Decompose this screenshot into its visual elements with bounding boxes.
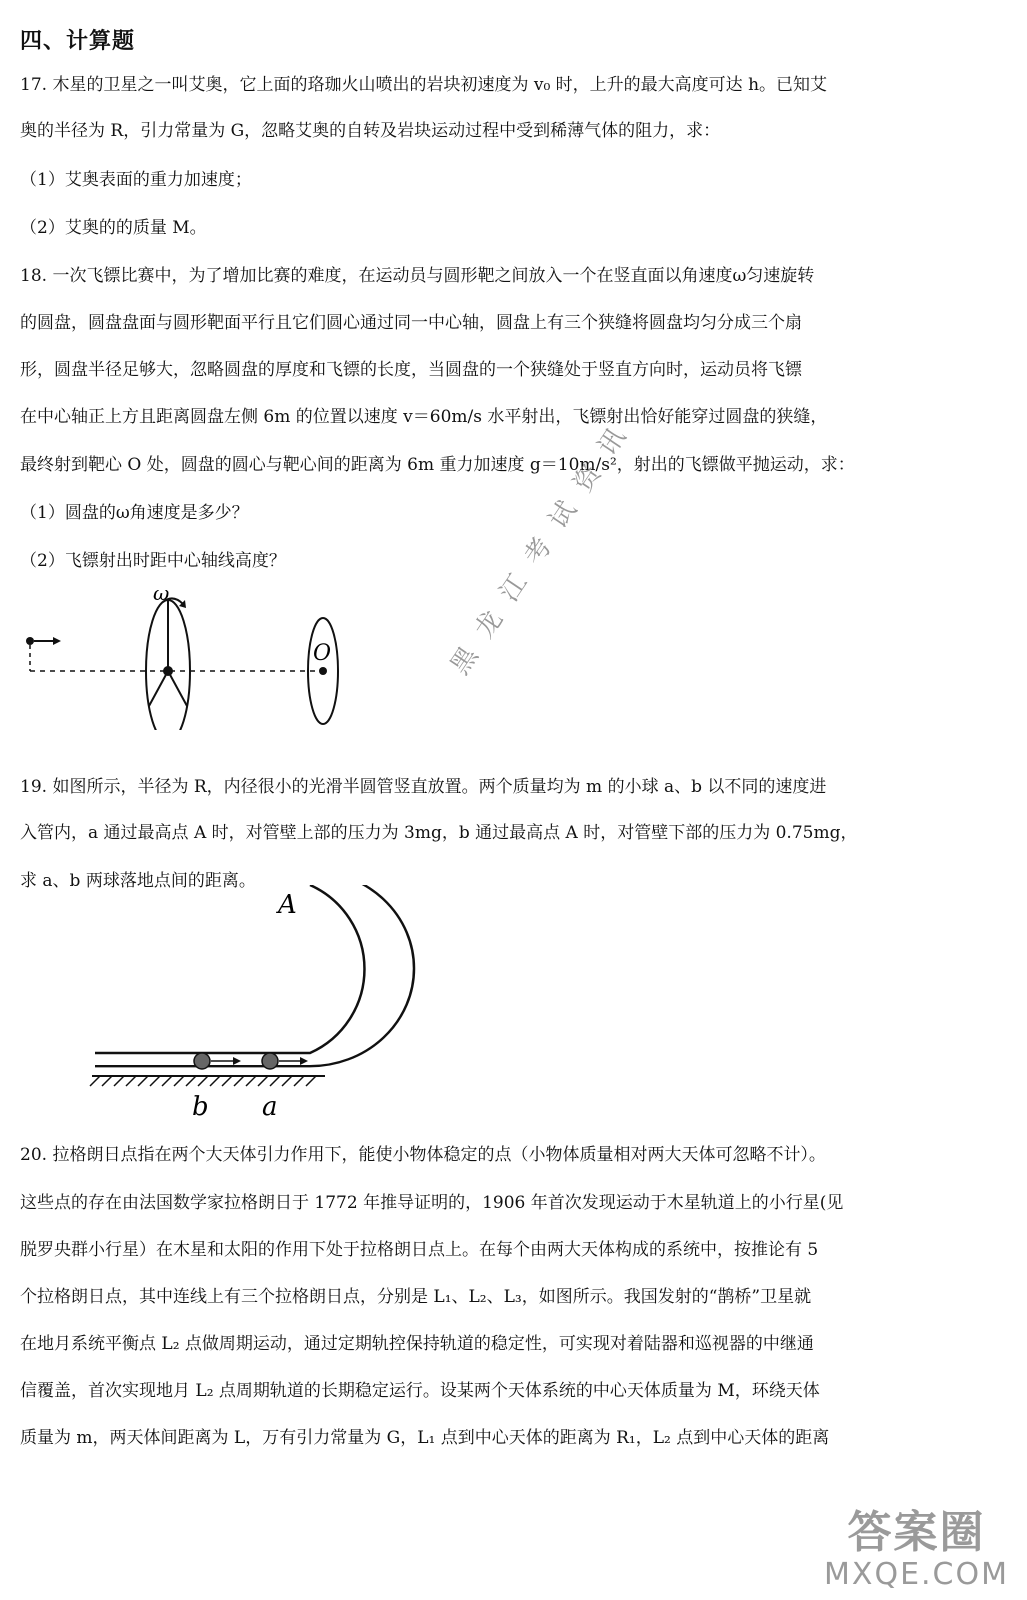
q18-line-3: 形，圆盘半径足够大，忽略圆盘的厚度和飞镖的长度，当圆盘的一个狭缝处于竖直方向时，运动员将飞镖 [20, 360, 802, 380]
tube-outer-wall [95, 885, 414, 1066]
target-center-dot [319, 667, 327, 675]
semicircle-tube-figure [80, 885, 420, 1125]
q17-line-2: 奥的半径为 R，引力常量为 G，忽略艾奥的自转及岩块运动过程中受到稀薄气体的阻力，求： [20, 121, 721, 141]
q20-line-6: 信覆盖，首次实现地月 L₂ 点周期轨道的长期稳定运行。设某两个天体系统的中心天体质量为 M，环绕天体 [20, 1381, 820, 1401]
target-center-label: O [313, 641, 332, 666]
q18-line-5: 最终射到靶心 O 处，圆盘的圆心与靶心间的距离为 6m 重力加速度 g＝10m/s²，射出的飞镖做平抛运动，求： [20, 455, 855, 475]
q20-line-1: 20. 拉格朗日点指在两个大天体引力作用下，能使小物体稳定的点（小物体质量相对两大天体可忽略不计）。 [20, 1145, 826, 1165]
dart-start-dot [26, 637, 34, 645]
dart-arrowhead [53, 637, 61, 645]
q17-line-1: 17. 木星的卫星之一叫艾奥，它上面的珞珈火山喷出的岩块初速度为 v₀ 时，上升的最大高度可达 h。已知艾 [20, 75, 828, 95]
ball-a [262, 1053, 278, 1069]
q18-line-1: 18. 一次飞镖比赛中，为了增加比赛的难度，在运动员与圆形靶之间放入一个在竖直面以角速度ω匀速旋转 [20, 266, 815, 286]
q20-line-4: 个拉格朗日点，其中连线上有三个拉格朗日点，分别是 L₁、L₂、L₃，如图所示。我国发射的“鹊桥”卫星就 [20, 1287, 812, 1307]
logo-url: MXQE.COM [824, 1557, 1009, 1592]
q18-subquestion-1: （1）圆盘的ω角速度是多少？ [20, 503, 249, 523]
ground-hatching [90, 1076, 316, 1086]
q17-subquestion-1: （1）艾奥表面的重力加速度； [20, 170, 252, 190]
ball-a-arrowhead [300, 1057, 308, 1065]
ball-b [194, 1053, 210, 1069]
q18-subquestion-2: （2）飞镖射出时距中心轴线高度？ [20, 551, 286, 571]
disc-slot-left [149, 671, 168, 706]
tube-inner-wall [95, 885, 364, 1053]
q17-subquestion-2: （2）艾奥的的质量 M。 [20, 218, 207, 238]
q18-line-4: 在中心轴正上方且距离圆盘左侧 6m 的位置以速度 v＝60m/s 水平射出，飞镖射出恰好能穿过圆盘的狭缝， [20, 407, 828, 427]
q20-line-3: 脱罗央群小行星）在木星和太阳的作用下处于拉格朗日点上。在每个由两大天体构成的系统中，按推论有 5 [20, 1240, 819, 1260]
section-title: 四、计算题 [20, 29, 136, 54]
q20-line-5: 在地月系统平衡点 L₂ 点做周期运动，通过定期轨控保持轨道的稳定性，可实现对着陆器和巡视器的中继通 [20, 1334, 814, 1354]
disc-center-dot [163, 666, 173, 676]
q19-line-2: 入管内，a 通过最高点 A 时，对管壁上部的压力为 3mg，b 通过最高点 A 时，对管壁下部的压力为 0.75mg， [20, 823, 858, 843]
q18-line-2: 的圆盘，圆盘盘面与圆形靶面平行且它们圆心通过同一中心轴，圆盘上有三个狭缝将圆盘均匀分成三个扇 [20, 313, 802, 333]
ball-a-label: a [262, 1092, 278, 1122]
q19-line-1: 19. 如图所示，半径为 R，内径很小的光滑半圆管竖直放置。两个质量均为 m 的小球 a、b 以不同的速度进 [20, 777, 827, 797]
disc-slot-right [168, 671, 187, 706]
diagonal-watermark: 黑龙江考试资讯 [444, 407, 643, 681]
q19-line-3: 求 a、b 两球落地点间的距离。 [20, 871, 256, 891]
omega-label: ω [153, 581, 170, 605]
q20-line-2: 这些点的存在由法国数学家拉格朗日于 1772 年推导证明的，1906 年首次发现运动于木星轨道上的小行星(见 [20, 1193, 844, 1213]
logo-text: 答案圈 [847, 1507, 986, 1558]
q20-line-7: 质量为 m，两天体间距离为 L，万有引力常量为 G，L₁ 点到中心天体的距离为 R₁，L₂ 点到中心天体的距离 [20, 1428, 830, 1448]
top-point-label: A [278, 890, 297, 920]
dart-disc-figure [15, 580, 375, 730]
site-logo [824, 1509, 1009, 1592]
ball-b-arrowhead [233, 1057, 241, 1065]
ball-b-label: b [192, 1092, 209, 1122]
